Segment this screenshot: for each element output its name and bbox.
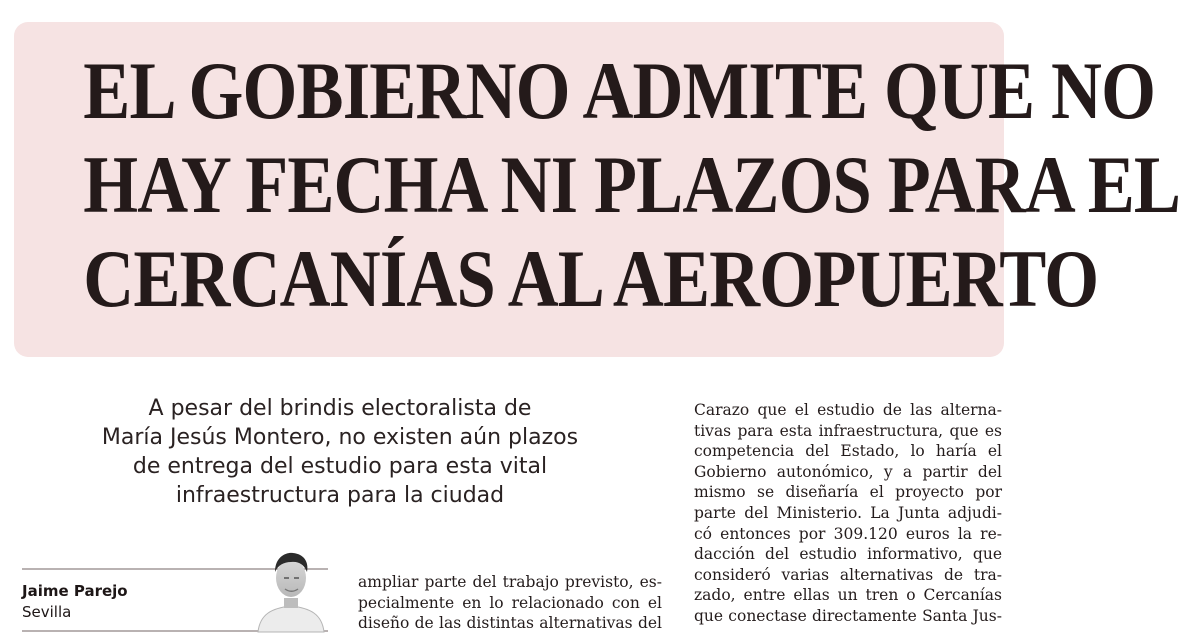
body-right-line-10: zado, entre ellas un tren o Cercanías bbox=[694, 586, 1002, 605]
headline-line-3: CERCANÍAS AL AEROPUERTO bbox=[83, 233, 1099, 324]
body-middle-line-1: ampliar parte del trabajo previsto, es- bbox=[358, 573, 662, 591]
headline-line-2: HAY FECHA NI PLAZOS PARA EL bbox=[83, 139, 1180, 230]
byline-location: Sevilla bbox=[22, 603, 72, 621]
body-right-line-7: có entonces por 309.120 euros la re- bbox=[694, 524, 1002, 543]
subheadline-line-2: María Jesús Montero, no existen aún plazos bbox=[101, 425, 579, 450]
body-column-right bbox=[694, 400, 1002, 627]
body-right-line-1: Carazo que el estudio de las alterna- bbox=[694, 401, 1002, 419]
body-right-line-9: consideró varias alternativas de tra- bbox=[694, 565, 1002, 584]
headline bbox=[14, 44, 1180, 326]
body-right-line-11: que conectase directamente Santa Jus- bbox=[694, 606, 1002, 625]
body-middle-line-3: diseño de las distintas alternativas del bbox=[358, 614, 662, 633]
body-middle-line-2: pecialmente en lo relacionado con el bbox=[358, 593, 662, 612]
body-right-line-6: parte del Ministerio. La Junta adjudi- bbox=[694, 503, 1002, 522]
byline-author: Jaime Parejo bbox=[22, 582, 128, 600]
body-right-line-8: dacción del estudio informativo, que bbox=[694, 545, 1002, 564]
subheadline-line-3: de entrega del estudio para esta vital bbox=[132, 454, 548, 479]
body-column-middle bbox=[358, 572, 662, 634]
subheadline-line-1: A pesar del brindis electoralista de bbox=[148, 396, 532, 421]
body-right-line-4: Gobierno autonómico, y a partir del bbox=[694, 462, 1002, 481]
body-right-line-2: tivas para esta infraestructura, que es bbox=[694, 421, 1002, 440]
body-right-line-3: competencia del Estado, lo haría el bbox=[694, 442, 1002, 461]
author-portrait-icon bbox=[254, 548, 328, 632]
subheadline-line-4: infraestructura para la ciudad bbox=[175, 483, 505, 508]
subheadline bbox=[30, 394, 650, 510]
body-right-line-5: mismo se diseñaría el proyecto por bbox=[694, 483, 1002, 502]
headline-line-1: EL GOBIERNO ADMITE QUE NO bbox=[83, 45, 1156, 136]
